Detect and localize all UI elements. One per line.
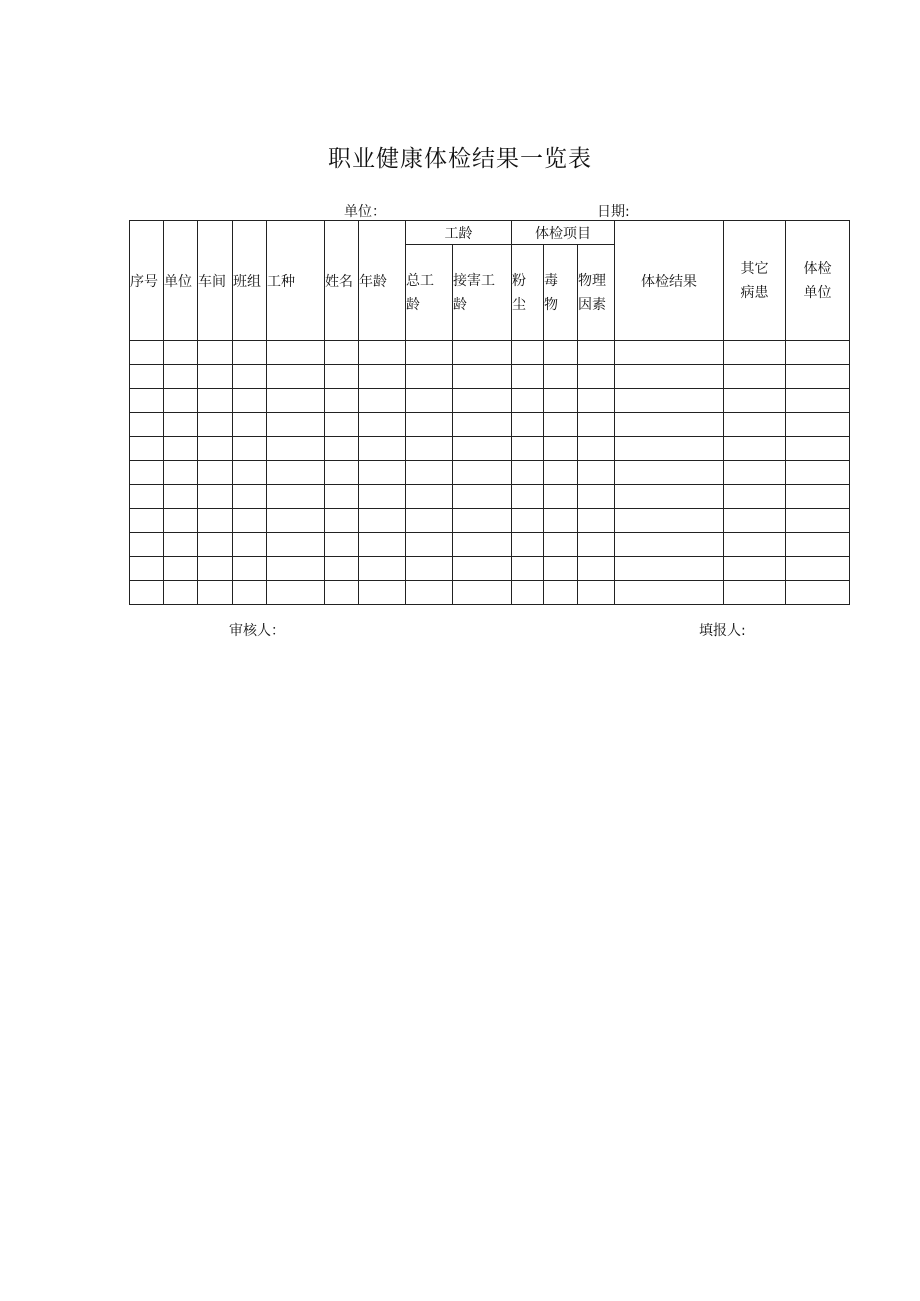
table-cell bbox=[786, 389, 850, 413]
table-cell bbox=[267, 485, 325, 509]
table-cell bbox=[164, 365, 198, 389]
table-cell bbox=[724, 341, 786, 365]
table-cell bbox=[267, 557, 325, 581]
header-team: 班组 bbox=[233, 221, 267, 341]
header-physical: 物理因素 bbox=[578, 272, 606, 313]
header-seq: 序号 bbox=[130, 221, 164, 341]
table-cell bbox=[724, 485, 786, 509]
header-exam-result: 体检结果 bbox=[615, 221, 724, 341]
table-cell bbox=[615, 509, 724, 533]
table-row bbox=[130, 437, 850, 461]
table-cell bbox=[130, 557, 164, 581]
table-cell bbox=[544, 461, 578, 485]
table-cell bbox=[164, 557, 198, 581]
table-cell bbox=[512, 437, 544, 461]
table-cell bbox=[130, 461, 164, 485]
table-cell bbox=[359, 557, 406, 581]
table-cell bbox=[325, 533, 359, 557]
table-cell bbox=[406, 581, 453, 605]
table-cell bbox=[233, 557, 267, 581]
table-cell bbox=[406, 557, 453, 581]
table-cell bbox=[512, 581, 544, 605]
table-cell bbox=[512, 557, 544, 581]
table-cell bbox=[164, 413, 198, 437]
table-row bbox=[130, 509, 850, 533]
table-row bbox=[130, 533, 850, 557]
table-cell bbox=[164, 485, 198, 509]
table-cell bbox=[233, 461, 267, 485]
header-other-diseases: 其它病患 bbox=[740, 260, 769, 301]
header-total-work-years: 总工龄 bbox=[406, 272, 434, 313]
page-title: 职业健康体检结果一览表 bbox=[328, 146, 592, 172]
header-dust: 粉尘 bbox=[512, 272, 526, 313]
table-cell bbox=[578, 413, 615, 437]
table-cell bbox=[615, 533, 724, 557]
table-cell bbox=[325, 461, 359, 485]
table-cell bbox=[164, 509, 198, 533]
table-cell bbox=[359, 509, 406, 533]
table-cell bbox=[233, 365, 267, 389]
table-cell bbox=[164, 581, 198, 605]
table-cell bbox=[164, 341, 198, 365]
table-cell bbox=[130, 581, 164, 605]
table-cell bbox=[786, 485, 850, 509]
table-cell bbox=[512, 509, 544, 533]
table-cell bbox=[325, 389, 359, 413]
table-cell bbox=[578, 485, 615, 509]
table-cell bbox=[130, 437, 164, 461]
table-cell bbox=[724, 461, 786, 485]
table-cell bbox=[615, 365, 724, 389]
table-cell bbox=[453, 581, 512, 605]
table-cell bbox=[512, 533, 544, 557]
header-dust-cell bbox=[512, 245, 544, 341]
table-cell bbox=[544, 413, 578, 437]
table-cell bbox=[233, 341, 267, 365]
table-cell bbox=[578, 461, 615, 485]
table-cell bbox=[544, 389, 578, 413]
table-cell bbox=[164, 437, 198, 461]
table-cell bbox=[198, 509, 233, 533]
table-cell bbox=[724, 581, 786, 605]
table-cell bbox=[578, 341, 615, 365]
table-cell bbox=[267, 437, 325, 461]
header-unit: 单位 bbox=[164, 221, 198, 341]
table-cell bbox=[130, 341, 164, 365]
table-cell bbox=[267, 341, 325, 365]
table-cell bbox=[359, 365, 406, 389]
table-cell bbox=[198, 461, 233, 485]
table-cell bbox=[512, 461, 544, 485]
table-cell bbox=[544, 557, 578, 581]
header-toxic: 毒物 bbox=[544, 272, 558, 313]
table-cell bbox=[406, 341, 453, 365]
table-cell bbox=[406, 533, 453, 557]
table-cell bbox=[359, 485, 406, 509]
table-cell bbox=[130, 533, 164, 557]
table-cell bbox=[267, 461, 325, 485]
table-cell bbox=[544, 581, 578, 605]
header-exam-items-group: 体检项目 bbox=[512, 221, 615, 245]
header-exam-institution-cell bbox=[786, 221, 850, 341]
table-cell bbox=[233, 389, 267, 413]
table-cell bbox=[724, 413, 786, 437]
table-cell bbox=[198, 557, 233, 581]
table-cell bbox=[233, 437, 267, 461]
table-cell bbox=[544, 341, 578, 365]
table-cell bbox=[512, 341, 544, 365]
header-workshop: 车间 bbox=[198, 221, 233, 341]
table-row bbox=[130, 557, 850, 581]
table-cell bbox=[233, 581, 267, 605]
header-other-diseases-cell bbox=[724, 221, 786, 341]
table-cell bbox=[544, 485, 578, 509]
header-exposure-years-cell bbox=[453, 245, 512, 341]
table-cell bbox=[359, 581, 406, 605]
table-cell bbox=[453, 485, 512, 509]
header-job-type: 工种 bbox=[267, 221, 325, 341]
table-cell bbox=[198, 437, 233, 461]
table-cell bbox=[578, 437, 615, 461]
table-cell bbox=[578, 557, 615, 581]
table-cell bbox=[359, 437, 406, 461]
table-cell bbox=[615, 341, 724, 365]
table-cell bbox=[406, 509, 453, 533]
filler-label: 填报人: bbox=[699, 623, 746, 639]
table-cell bbox=[198, 533, 233, 557]
table-cell bbox=[615, 461, 724, 485]
table-cell bbox=[267, 413, 325, 437]
table-cell bbox=[453, 341, 512, 365]
table-cell bbox=[615, 581, 724, 605]
table-cell bbox=[786, 509, 850, 533]
table-cell bbox=[578, 365, 615, 389]
table-cell bbox=[453, 389, 512, 413]
table-cell bbox=[786, 413, 850, 437]
table-cell bbox=[198, 413, 233, 437]
table-cell bbox=[453, 365, 512, 389]
table-cell bbox=[267, 365, 325, 389]
date-label: 日期: bbox=[597, 204, 630, 220]
table-cell bbox=[198, 365, 233, 389]
table-cell bbox=[233, 533, 267, 557]
table-cell bbox=[724, 437, 786, 461]
table-cell bbox=[164, 389, 198, 413]
table-cell bbox=[359, 461, 406, 485]
table-cell bbox=[130, 509, 164, 533]
table-cell bbox=[233, 509, 267, 533]
table-cell bbox=[359, 389, 406, 413]
table-cell bbox=[724, 509, 786, 533]
health-exam-table bbox=[129, 220, 850, 605]
table-cell bbox=[512, 389, 544, 413]
table-cell bbox=[453, 557, 512, 581]
table-cell bbox=[578, 389, 615, 413]
table-cell bbox=[578, 581, 615, 605]
table-cell bbox=[233, 485, 267, 509]
table-cell bbox=[164, 461, 198, 485]
table-body bbox=[130, 341, 850, 605]
table-cell bbox=[130, 389, 164, 413]
table-cell bbox=[786, 581, 850, 605]
table-cell bbox=[453, 533, 512, 557]
table-row bbox=[130, 485, 850, 509]
table-cell bbox=[615, 437, 724, 461]
header-toxic-cell bbox=[544, 245, 578, 341]
table-cell bbox=[325, 509, 359, 533]
table-cell bbox=[267, 581, 325, 605]
header-total-work-years-cell bbox=[406, 245, 453, 341]
table-cell bbox=[406, 437, 453, 461]
table-cell bbox=[130, 485, 164, 509]
table-cell bbox=[544, 509, 578, 533]
table-cell bbox=[786, 341, 850, 365]
table-cell bbox=[786, 533, 850, 557]
table-cell bbox=[198, 389, 233, 413]
table-cell bbox=[578, 533, 615, 557]
table-cell bbox=[786, 557, 850, 581]
table-cell bbox=[724, 533, 786, 557]
header-physical-cell bbox=[578, 245, 615, 341]
header-row-1 bbox=[130, 221, 850, 245]
table-row bbox=[130, 389, 850, 413]
table-cell bbox=[453, 437, 512, 461]
table-cell bbox=[786, 461, 850, 485]
table-cell bbox=[406, 461, 453, 485]
unit-label: 单位： bbox=[344, 204, 386, 220]
table-cell bbox=[267, 389, 325, 413]
table-cell bbox=[512, 485, 544, 509]
table-cell bbox=[578, 509, 615, 533]
table-cell bbox=[544, 365, 578, 389]
table-cell bbox=[198, 485, 233, 509]
table-cell bbox=[267, 509, 325, 533]
table-row bbox=[130, 461, 850, 485]
table-cell bbox=[325, 581, 359, 605]
table-cell bbox=[786, 437, 850, 461]
table-cell bbox=[512, 413, 544, 437]
table-cell bbox=[325, 365, 359, 389]
table-cell bbox=[406, 485, 453, 509]
table-cell bbox=[359, 341, 406, 365]
table-row bbox=[130, 365, 850, 389]
table-row bbox=[130, 581, 850, 605]
table-cell bbox=[544, 437, 578, 461]
table-cell bbox=[233, 413, 267, 437]
table-cell bbox=[359, 533, 406, 557]
table-cell bbox=[406, 413, 453, 437]
table-cell bbox=[724, 365, 786, 389]
table-cell bbox=[130, 413, 164, 437]
header-work-years-group: 工龄 bbox=[406, 221, 512, 245]
table-cell bbox=[615, 485, 724, 509]
table-cell bbox=[512, 365, 544, 389]
table-row bbox=[130, 413, 850, 437]
table-cell bbox=[325, 485, 359, 509]
header-name: 姓名 bbox=[325, 221, 359, 341]
table-cell bbox=[198, 581, 233, 605]
reviewer-label: 审核人： bbox=[229, 623, 285, 639]
table-cell bbox=[325, 413, 359, 437]
table-cell bbox=[130, 365, 164, 389]
table-cell bbox=[544, 533, 578, 557]
table-cell bbox=[325, 557, 359, 581]
table-cell bbox=[359, 413, 406, 437]
table-cell bbox=[453, 413, 512, 437]
header-exposure-years: 接害工龄 bbox=[453, 272, 495, 313]
table-cell bbox=[267, 533, 325, 557]
table-cell bbox=[198, 341, 233, 365]
table-cell bbox=[406, 365, 453, 389]
table-cell bbox=[724, 389, 786, 413]
table-cell bbox=[724, 557, 786, 581]
table-cell bbox=[615, 389, 724, 413]
table-cell bbox=[164, 533, 198, 557]
table-cell bbox=[453, 461, 512, 485]
table-cell bbox=[615, 413, 724, 437]
table-cell bbox=[325, 437, 359, 461]
header-exam-institution: 体检单位 bbox=[803, 260, 832, 301]
table-cell bbox=[786, 365, 850, 389]
header-age: 年龄 bbox=[359, 221, 406, 341]
table-cell bbox=[615, 557, 724, 581]
table-cell bbox=[406, 389, 453, 413]
table-cell bbox=[453, 509, 512, 533]
table-cell bbox=[325, 341, 359, 365]
table-row bbox=[130, 341, 850, 365]
